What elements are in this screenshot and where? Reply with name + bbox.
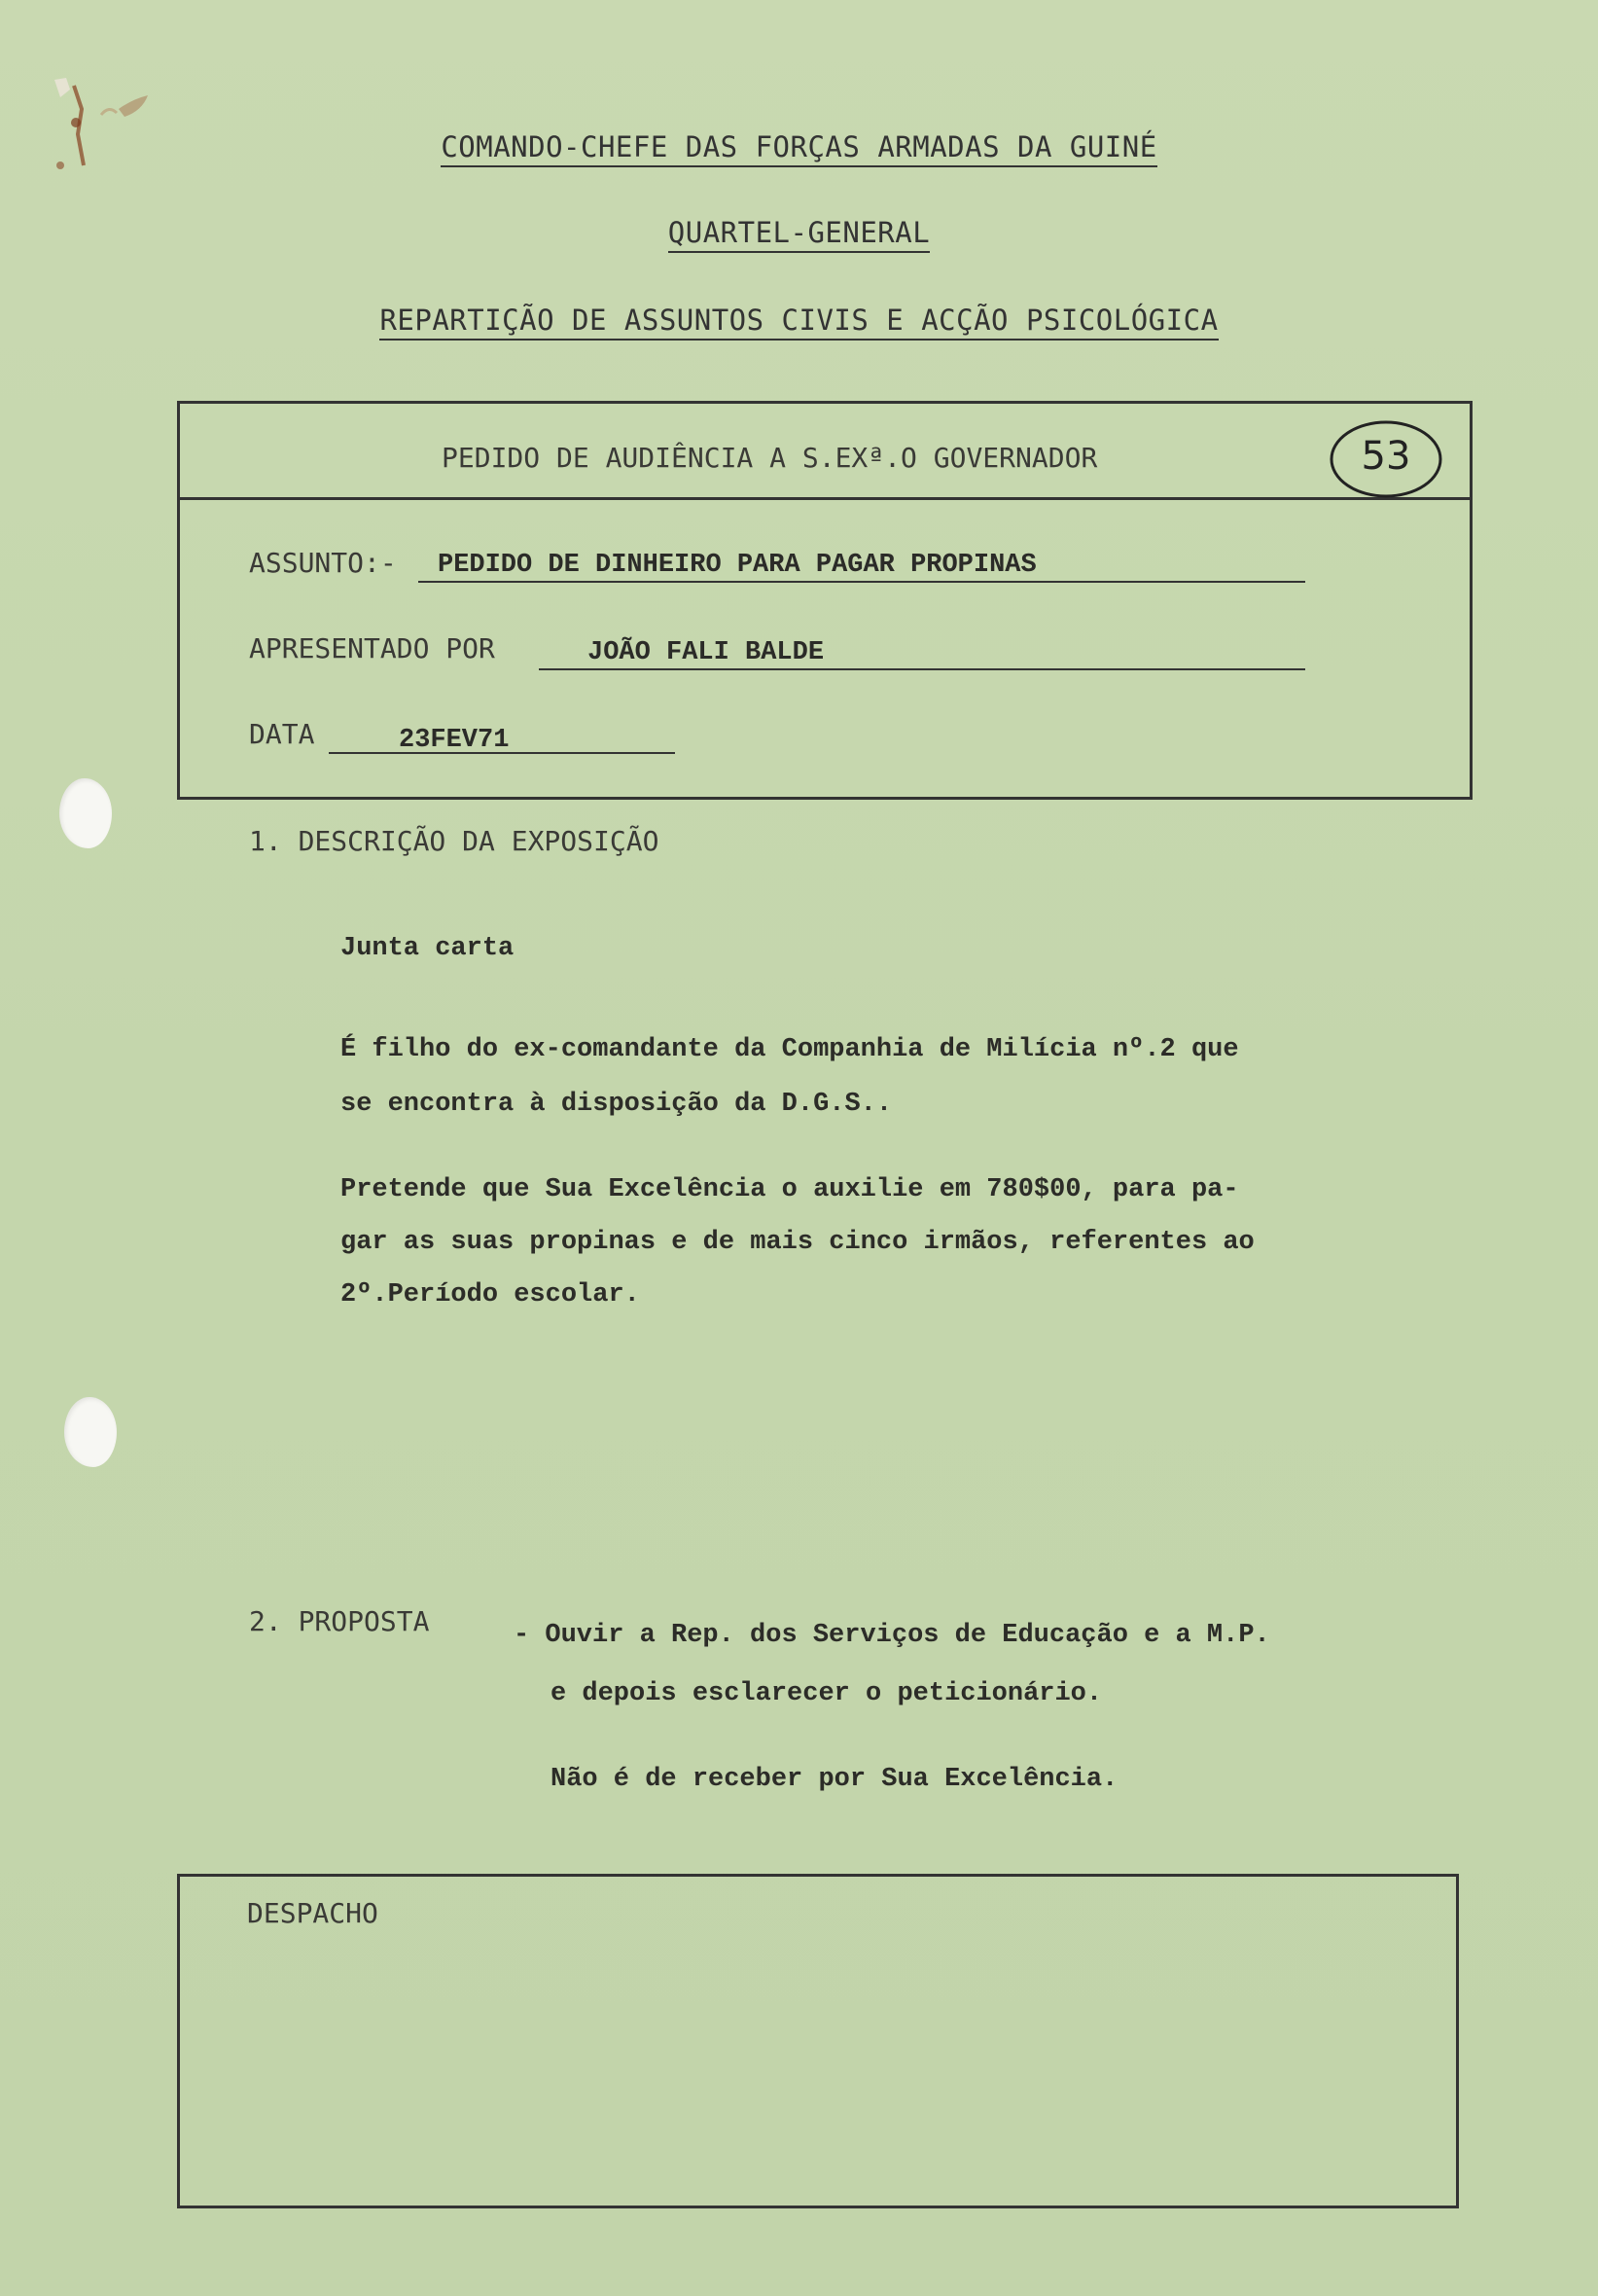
section-1-paragraph-2-line-1: É filho do ex-comandante da Companhia de Milícia nº.2 que [340,1035,1239,1064]
form-title: PEDIDO DE AUDIÊNCIA A S.EXª.O GOVERNADOR [442,442,1098,474]
despacho-label: DESPACHO [247,1897,378,1929]
subject-line [418,581,1305,583]
proposal-line-3: Não é de receber por Sua Excelência. [550,1765,1119,1794]
presented-by-line [539,668,1305,670]
page-number: 53 [1361,434,1411,479]
subject-label: ASSUNTO:- [249,547,397,579]
section-1-paragraph-2-line-2: se encontra à disposição da D.G.S.. [340,1090,893,1119]
section-1-heading: 1. DESCRIÇÃO DA EXPOSIÇÃO [249,825,659,857]
form-title-divider [177,497,1470,500]
rust-stain-mark [47,76,173,183]
subject-value: PEDIDO DE DINHEIRO PARA PAGAR PROPINAS [438,551,1037,580]
proposal-line-2: e depois esclarecer o peticionário. [550,1679,1103,1708]
header-line-1: COMANDO-CHEFE DAS FORÇAS ARMADAS DA GUINÉ [0,130,1598,163]
punch-hole-top [59,778,112,848]
header-line-3: REPARTIÇÃO DE ASSUNTOS CIVIS E ACÇÃO PSICOLÓGICA [0,304,1598,337]
presented-by-value: JOÃO FALI BALDE [587,638,825,667]
section-1-paragraph-1: Junta carta [340,934,515,963]
section-1-paragraph-3-line-1: Pretende que Sua Excelência o auxilie em 780$00, para pa- [340,1175,1239,1204]
section-1-paragraph-3-line-3: 2º.Período escolar. [340,1280,640,1309]
header-line-2: QUARTEL-GENERAL [0,216,1598,249]
date-value: 23FEV71 [399,726,510,755]
section-2-heading: 2. PROPOSTA [249,1605,430,1637]
punch-hole-bottom [64,1397,117,1467]
proposal-line-1: - Ouvir a Rep. dos Serviços de Educação e a M.P. [514,1621,1270,1650]
section-1-paragraph-3-line-2: gar as suas propinas e de mais cinco irmãos, referentes ao [340,1228,1255,1257]
date-label: DATA [249,718,315,750]
presented-by-label: APRESENTADO POR [249,632,495,664]
